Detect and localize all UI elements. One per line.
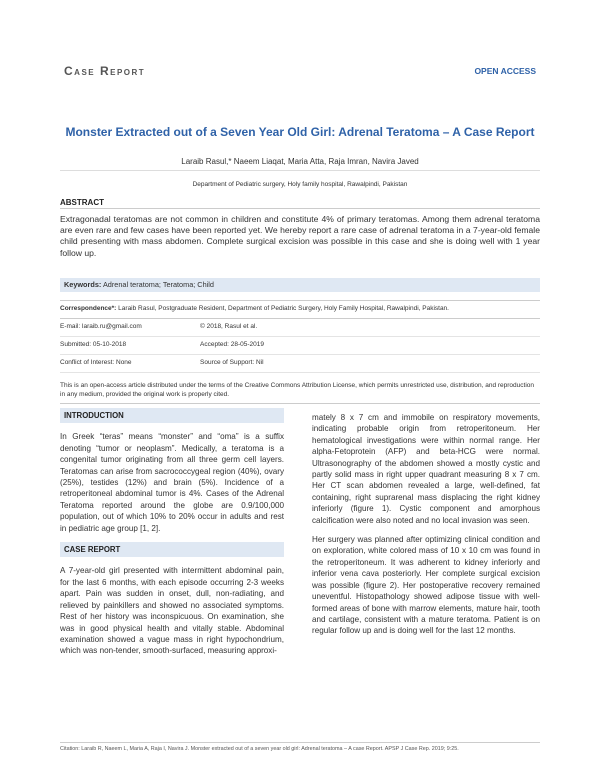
email: E-mail: laraib.ru@gmail.com [60, 323, 142, 330]
keywords-label: Keywords: [64, 280, 102, 289]
case-report-heading: CASE REPORT [60, 542, 284, 557]
surgery-text: Her surgery was planned after optimizing clinical condition and on exploration, white colored mass of 10 x 10 cm was found in the retroperitoneum. It was adherent to kidney inferiorly and inferior vena cava posteriorly. Her complete surgical excision was possible (figure 2). Her postoperative recovery remained uneventful. Histopathology showed adipose tissue with well-formed areas of bone with marrow elements, mature hair, tooth and cartilage, consistent with a mature teratoma. Patient is on regular follow up and is doing well for the last 12 months. [312, 535, 540, 636]
affiliation: Department of Pediatric surgery, Holy family hospital, Rawalpindi, Pakistan [192, 181, 408, 188]
accepted-date: Accepted: 28-05-2019 [200, 341, 264, 348]
copyright: © 2018, Rasul et al. [200, 323, 258, 330]
citation-footer: Citation: Laraib R, Naeem L, Maria A, Raja I, Navira J. Monster extracted out of a seven year old girl: Adrenal teratoma – A case Report. APSP J Case Rep. 2019; 9:25. [60, 742, 540, 752]
article-title: Monster Extracted out of a Seven Year Old Girl: Adrenal Teratoma – A Case Report [65, 125, 535, 139]
meta-row [60, 319, 540, 337]
meta-row [60, 355, 540, 373]
right-column [312, 412, 540, 645]
case-report-text: A 7-year-old girl presented with intermittent abdominal pain, for the last 6 months, with each episode occurring 2-3 weeks apart. Pain was sudden in onset, dull, non-radiating, and relieved by painkillers and showed no associated symptoms. Rest of her history was inconspicuous. On examination, she was in good physical health and vitally stable. Abdominal examination showed a vague mass in right hypochondrium, which was non-tender, smooth-surfaced, measuring approxi- [60, 566, 284, 656]
page-header [64, 64, 536, 80]
introduction-text: In Greek “teras” means “monster” and “oma” is a suffix denoting “tumor or neoplasm”. Medically, a teratoma is a congenital tumor originating from all three germ cell layers. Teratomas can arise from sacrococcygeal region (40%), ovary (25%), testides (12%) and brain (5%). Incidence of a retroperitoneal abdominal tumor is 4%. Cases of the Adrenal Teratoma reported around the globe are 0.9/100,000 population, out of which 10% to 20% occur in adults and rest in pediatric age group [1, 2]. [60, 432, 284, 533]
article-type-label: Case Report [64, 64, 146, 78]
divider [60, 208, 540, 209]
case-report-continued-text: mately 8 x 7 cm and immobile on respiratory movements, indicating probable origin from retroperitoneum. Her hematological investigations were within normal range. Her alpha-Fetoprotein (AFP) and beta-HCG were normal. Ultrasonography of the abdomen showed a mostly cystic and partly solid mass in right upper quadrant measuring 8 x 7 cm. Her CT scan abdomen revealed a large, well-defined, fat containing, right suprarenal mass displacing the right kidney inferiorly (figure 1). Cystic component and amorphous calcification were also noted and no local invasion was seen. [312, 413, 540, 525]
keywords-box [60, 278, 540, 292]
correspondence [60, 300, 540, 312]
article-meta [60, 318, 540, 373]
license-statement: This is an open-access article distributed under the terms of the Creative Commons Attribution License, which permits unrestricted use, distribution, and reproduction in any medium, provided the original work is properly cited. [60, 381, 540, 404]
left-column [60, 408, 284, 665]
author-list: Laraib Rasul,* Naeem Liaqat, Maria Atta, Raja Imran, Navira Javed [181, 157, 419, 166]
abstract-heading: ABSTRACT [60, 198, 104, 207]
keywords-value: Adrenal teratoma; Teratoma; Child [102, 280, 214, 289]
meta-row [60, 337, 540, 355]
open-access-badge: OPEN ACCESS [474, 66, 536, 76]
correspondence-label: Correspondence*: [60, 305, 117, 312]
source-of-support: Source of Support: Nil [200, 359, 264, 366]
conflict-of-interest: Conflict of Interest: None [60, 359, 132, 366]
divider [60, 170, 540, 171]
correspondence-value: Laraib Rasul, Postgraduate Resident, Department of Pediatric Surgery, Holy Family Hospital, Rawalpindi, Pakistan. [118, 305, 449, 312]
submitted-date: Submitted: 05-10-2018 [60, 341, 127, 348]
introduction-heading: INTRODUCTION [60, 408, 284, 423]
abstract-text: Extragonadal teratomas are not common in children and constitute 4% of primary teratomas. Among them adrenal teratoma are even rare and few cases have been reported yet. We hereby report a rare case of adrenal teratoma in a 7-year-old female child presenting with mass abdomen. Complete surgical excision was possible in this case and she is doing well with 1 year follow up. [60, 214, 540, 258]
